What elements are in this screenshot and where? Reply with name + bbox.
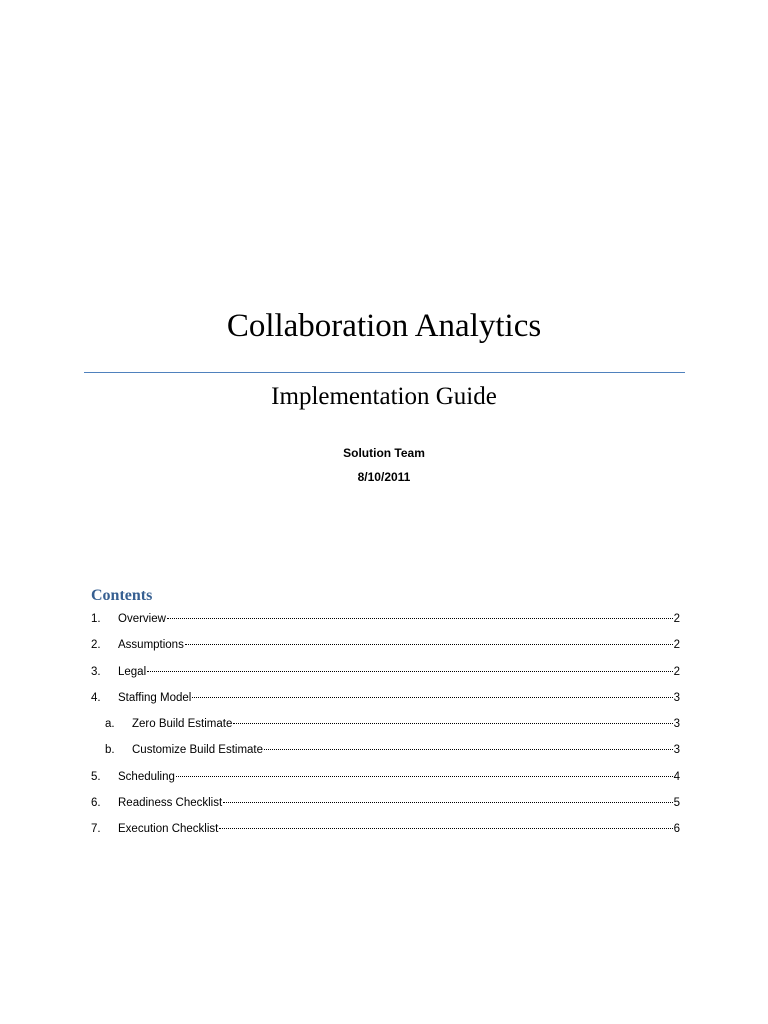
toc-entry-page: 4 [673,770,680,783]
toc-entry-number: b. [105,744,115,757]
toc-entry-page: 6 [673,823,680,836]
toc-entry-page: 2 [673,665,680,678]
toc-entry-page: 5 [673,797,680,810]
toc-entry-page: 3 [673,744,680,757]
toc-dot-leader [167,618,673,619]
toc-dot-leader [233,723,672,724]
toc-entry-number: 2. [91,639,101,652]
toc-entry-number: 1. [91,613,101,625]
document-author: Solution Team [343,446,425,460]
toc-entry-title[interactable]: Assumptions [118,639,184,652]
toc-entry-number: a. [105,718,115,731]
toc-entry-title[interactable]: Zero Build Estimate [132,718,233,731]
toc-dot-leader [176,776,673,777]
toc-entry-zero-build-estimate[interactable] [91,716,680,742]
toc-dot-leader [223,802,672,803]
toc-entry-execution-checklist[interactable] [91,821,680,847]
toc-entry-title[interactable]: Overview [118,613,166,625]
document-date: 8/10/2011 [357,470,411,484]
toc-entry-page: 2 [673,613,680,625]
toc-entry-staffing-model[interactable] [91,690,680,716]
document-subtitle: Implementation Guide [271,383,497,410]
toc-entry-number: 5. [91,770,101,783]
toc-entry-number: 6. [91,797,101,810]
toc-entry-title[interactable]: Staffing Model [118,691,192,704]
toc-entry-scheduling[interactable] [91,769,680,795]
toc-entry-title[interactable]: Customize Build Estimate [132,744,264,757]
toc-dot-leader [264,749,673,750]
document-title: Collaboration Analytics [226,308,542,344]
toc-dot-leader [192,697,672,698]
title-divider [84,372,685,373]
toc-entry-page: 3 [673,718,680,731]
toc-dot-leader [219,828,672,829]
toc-entry-number: 3. [91,665,101,678]
toc-entry-page: 3 [673,691,680,704]
toc-entry-readiness-checklist[interactable] [91,795,680,821]
toc-entry-title[interactable]: Legal [118,665,147,678]
toc-entry-assumptions[interactable] [91,637,680,663]
toc-entry-number: 7. [91,823,101,836]
toc-entry-customize-build-estimate[interactable] [91,742,680,768]
toc-entry-page: 2 [673,639,680,652]
toc-entry-number: 4. [91,691,101,704]
toc-entry-overview[interactable] [91,611,680,637]
table-of-contents [91,611,680,848]
toc-entry-legal[interactable] [91,664,680,690]
toc-entry-title[interactable]: Readiness Checklist [118,797,223,810]
toc-entry-title[interactable]: Scheduling [118,770,175,783]
toc-dot-leader [147,671,672,672]
toc-dot-leader [185,644,673,645]
toc-entry-title[interactable]: Execution Checklist [118,823,219,836]
toc-heading: Contents [91,587,153,604]
